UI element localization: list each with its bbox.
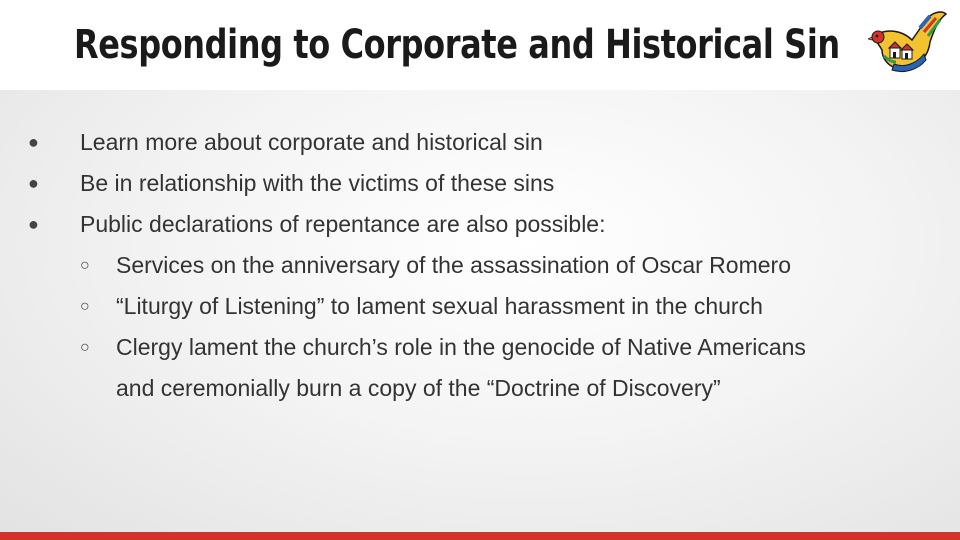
bullet-list [28,122,948,409]
sub-list-item [28,327,948,368]
sub-list-item [28,245,948,286]
sub-list-item-text: Services on the anniversary of the assassination of Oscar Romero [116,252,791,278]
sub-bullet-marker: ○ [80,339,90,356]
slide-header [0,0,960,90]
sub-list-item-text: Clergy lament the church’s role in the genocide of Native Americans [116,334,806,360]
sub-list-item-continuation [28,368,948,409]
bullet-marker: ● [28,132,39,152]
slide-title: Responding to Corporate and Historical Sin [74,22,840,68]
bullet-marker: ● [28,214,39,234]
list-item-text: Be in relationship with the victims of these sins [80,170,555,196]
footer-accent-bar [0,532,960,540]
list-item [28,204,948,245]
list-item-text: Learn more about corporate and historical sin [80,129,543,155]
sub-bullet-marker: ○ [80,257,90,274]
dove-with-houses-icon [868,6,948,86]
sub-list-item-text: and ceremonially burn a copy of the “Doctrine of Discovery” [116,375,721,401]
list-item [28,122,948,163]
sub-list-item [28,286,948,327]
sub-list-container [28,245,948,409]
list-item-text: Public declarations of repentance are also possible: [80,211,606,237]
sub-bullet-marker: ○ [80,298,90,315]
sub-list-item-text: “Liturgy of Listening” to lament sexual harassment in the church [116,293,763,319]
bullet-marker: ● [28,173,39,193]
list-item [28,163,948,204]
sub-bullet-list [28,245,948,409]
